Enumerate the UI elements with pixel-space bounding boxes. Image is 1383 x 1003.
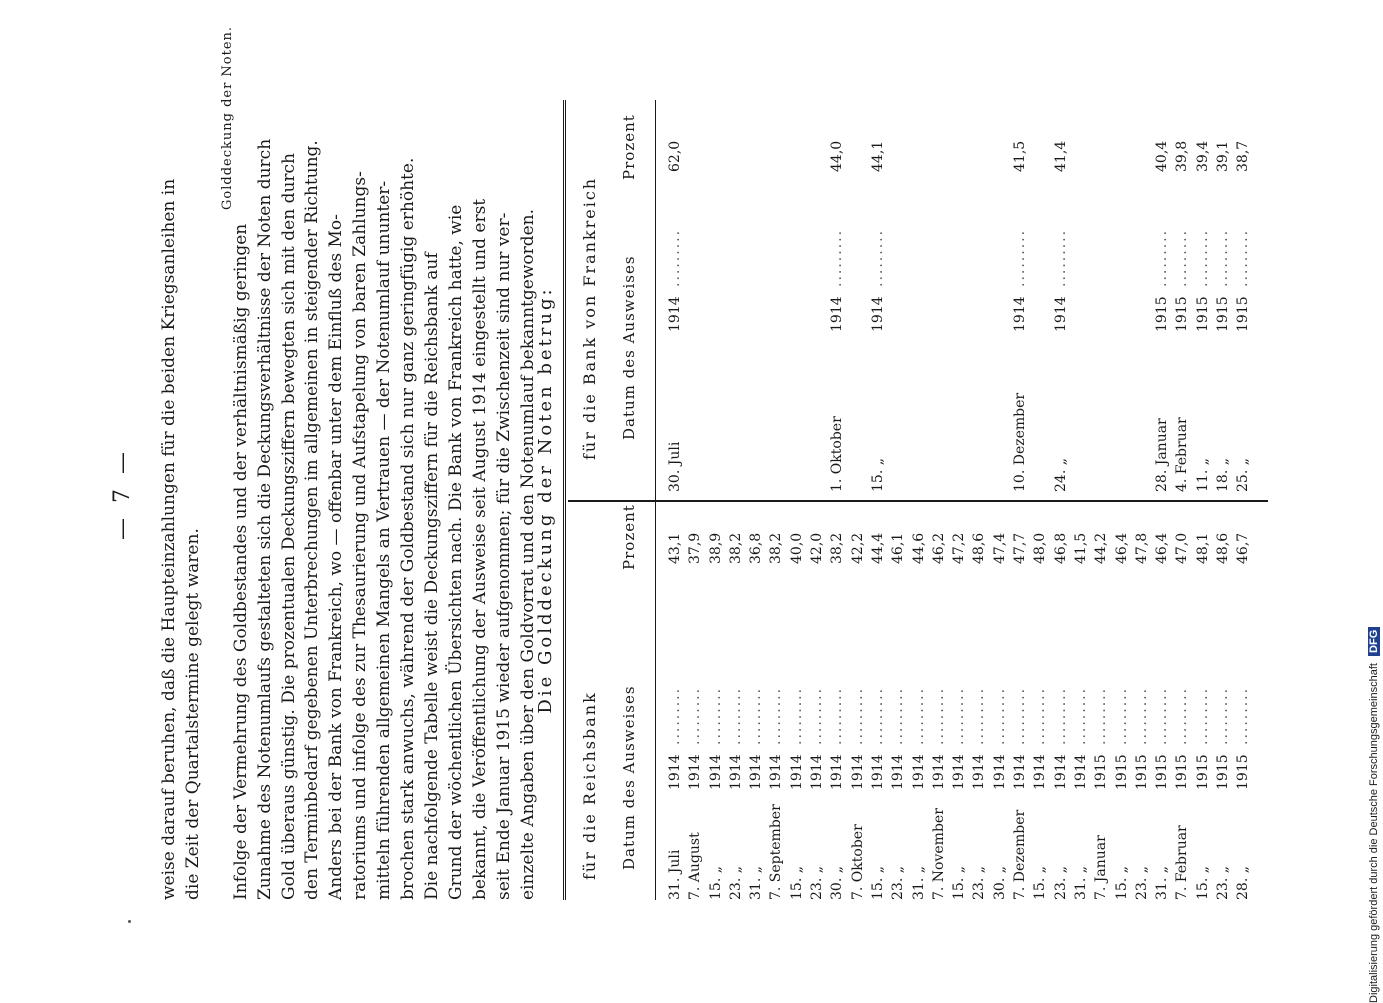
row-date: 7. Januar	[1093, 835, 1110, 900]
table-row	[1112, 500, 1132, 900]
text-line: Gold überaus günstig. Die prozentualen Deckungsziffern bewegten sich mit den durch	[278, 153, 299, 900]
frankreich-group-title: für die Bank von Frankreich	[580, 176, 599, 460]
leader-dots: .........	[1113, 686, 1130, 745]
text-line: Zunahme des Notenumlaufs gestalteten sich die Deckungsverhältnisse der Noten durch	[254, 138, 275, 900]
table-row	[726, 100, 746, 492]
leader-dots: .........	[1215, 686, 1232, 745]
leader-dots: .........	[687, 686, 704, 745]
table-row	[1091, 500, 1111, 900]
leader-dots: .........	[829, 228, 846, 287]
row-date: 31. „	[748, 866, 765, 900]
table-row	[665, 100, 685, 492]
leader-dots: .........	[667, 228, 683, 287]
row-date: 31. Juli	[667, 849, 683, 900]
row-percent: 42,2	[849, 532, 866, 564]
table-row	[685, 100, 705, 492]
page-number: — 7 —	[110, 448, 135, 540]
table-row	[1051, 500, 1071, 900]
row-percent: 47,0	[1174, 532, 1191, 564]
dfg-credit	[1368, 8, 1383, 1003]
row-date: 25. „	[1235, 458, 1252, 492]
text-line: die Zeit der Quartalstermine gelegt waren.	[182, 528, 203, 900]
row-year: 1914	[809, 754, 826, 790]
leader-dots: .........	[1235, 228, 1252, 287]
row-date: 11. „	[1194, 458, 1211, 492]
table-row	[787, 100, 807, 492]
row-year: 1915	[1174, 296, 1191, 332]
row-year: 1914	[1072, 754, 1089, 790]
margin-note: Golddeckung der Noten.	[220, 25, 235, 210]
row-date: 7. September	[768, 804, 785, 900]
row-percent: 46,7	[1235, 532, 1252, 564]
row-percent: 47,4	[991, 532, 1008, 564]
table-row	[848, 100, 868, 492]
table-row	[990, 100, 1010, 492]
leader-dots: .........	[991, 686, 1008, 745]
row-year: 1914	[1052, 754, 1069, 790]
table-row	[1172, 500, 1192, 900]
row-date: 1. Oktober	[829, 416, 846, 492]
leader-dots: .........	[1194, 686, 1211, 745]
row-year: 1914	[869, 754, 886, 790]
row-percent: 48,6	[1215, 532, 1232, 564]
leader-dots: .........	[707, 686, 724, 745]
table-row	[1132, 100, 1152, 492]
row-year: 1914	[768, 754, 785, 790]
row-date: 7. Dezember	[1012, 809, 1029, 900]
table-row	[726, 500, 746, 900]
row-date: 24. „	[1052, 458, 1069, 492]
leader-dots: .........	[849, 686, 866, 745]
row-percent: 39,4	[1194, 140, 1211, 172]
text-line: mitteln führenden allgemeinen Mangels an Vertrauen — der Notenumlauf ununter-	[374, 180, 395, 900]
row-percent: 46,4	[1113, 532, 1130, 564]
row-percent: 43,1	[667, 532, 683, 564]
table-title: Die Golddeckung der Noten betrug:	[535, 286, 556, 714]
row-year: 1915	[1194, 296, 1211, 332]
row-year: 1914	[829, 296, 846, 332]
table-row	[807, 500, 827, 900]
leader-dots: .........	[1032, 686, 1049, 745]
dfg-credit-text: Digitalisierung gefördert durch die Deutsche Forschungsgemeinschaft	[1368, 663, 1380, 1003]
paragraph-1	[158, 120, 206, 900]
leader-dots: .........	[1072, 686, 1089, 745]
leader-dots: .........	[809, 686, 826, 745]
row-percent: 46,1	[890, 532, 907, 564]
row-date: 15. „	[869, 458, 886, 492]
leader-dots: .........	[1052, 686, 1069, 745]
text-line: weise darauf beruhen, daß die Haupteinzahlungen für die beiden Kriegsanleihen in	[159, 178, 179, 900]
row-percent: 47,2	[951, 532, 968, 564]
table-row	[1233, 100, 1253, 492]
row-date: 31. „	[1154, 866, 1171, 900]
text-line: Anders bei der Bank von Frankreich, wo — offenbar unter dem Einfluß des Mo-	[326, 214, 347, 900]
row-percent: 48,6	[971, 532, 988, 564]
row-year: 1914	[869, 296, 886, 332]
table-row	[665, 500, 685, 900]
row-date: 7. November	[930, 808, 947, 900]
table-row	[1010, 500, 1030, 900]
row-year: 1915	[1235, 296, 1252, 332]
row-year: 1914	[930, 754, 947, 790]
row-year: 1914	[667, 754, 683, 790]
table-row	[1213, 100, 1233, 492]
leader-dots: .........	[788, 686, 805, 745]
row-year: 1914	[991, 754, 1008, 790]
leader-dots: .........	[667, 686, 683, 745]
leader-dots: .........	[951, 686, 968, 745]
row-percent: 47,8	[1133, 532, 1150, 564]
row-date: 28. Januar	[1154, 418, 1171, 492]
row-date: 28. „	[1235, 866, 1252, 900]
row-date: 15. „	[707, 866, 724, 900]
row-date: 23. „	[890, 866, 907, 900]
row-date: 15. „	[1113, 866, 1130, 900]
table-row	[766, 100, 786, 492]
row-percent: 48,1	[1194, 532, 1211, 564]
table-row	[827, 500, 847, 900]
row-date: 31. „	[1072, 866, 1089, 900]
row-year: 1914	[788, 754, 805, 790]
row-percent: 44,4	[869, 532, 886, 564]
row-date: 7. Oktober	[849, 824, 866, 900]
row-year: 1915	[1113, 754, 1130, 790]
row-year: 1914	[849, 754, 866, 790]
table-row	[1213, 500, 1233, 900]
text-line: den Terminbedarf gegebenen Unterbrechungen im allgemeinen in steigender Richtung.	[302, 140, 323, 900]
table-row	[1091, 100, 1111, 492]
text-line: einzelte Angaben über den Goldvorrat und den Notenumlauf bekanntgeworden.	[517, 208, 538, 900]
row-percent: 36,8	[748, 532, 765, 564]
leader-dots: .........	[910, 686, 927, 745]
row-year: 1914	[1032, 754, 1049, 790]
row-percent: 44,2	[1093, 532, 1110, 564]
paragraph-3	[421, 120, 540, 900]
table-row	[787, 500, 807, 900]
leader-dots: .........	[1012, 686, 1029, 745]
row-year: 1914	[829, 754, 846, 790]
row-year: 1914	[951, 754, 968, 790]
leader-dots: .........	[1174, 686, 1191, 745]
table-row	[1030, 500, 1050, 900]
text-line: Infolge der Vermehrung des Goldbestandes und der verhältnismäßig geringen	[230, 223, 251, 900]
leader-dots: .........	[829, 686, 846, 745]
row-percent: 42,0	[809, 532, 826, 564]
table-row	[1112, 100, 1132, 492]
row-year: 1914	[910, 754, 927, 790]
table-row	[929, 100, 949, 492]
row-year: 1915	[1174, 754, 1191, 790]
text-line: brochen stark anwuchs, während der Goldbestand sich nur ganz geringfügig erhöhte.	[398, 157, 419, 900]
text-line: seit Ende Januar 1915 wieder aufgenommen; für die Zwischenzeit sind nur ver-	[493, 212, 514, 900]
table-row	[888, 100, 908, 492]
leader-dots: .........	[1012, 228, 1029, 287]
table-row	[1193, 100, 1213, 492]
row-date: 30. „	[991, 866, 1008, 900]
table-row	[969, 100, 989, 492]
table-row	[1233, 500, 1253, 900]
table-row	[807, 100, 827, 492]
row-year: 1914	[890, 754, 907, 790]
leader-dots: .........	[768, 686, 785, 745]
table-row	[1152, 100, 1172, 492]
leader-dots: .........	[1235, 686, 1252, 745]
row-date: 4. Februar	[1174, 417, 1191, 492]
table-row	[990, 500, 1010, 900]
table-row	[949, 100, 969, 492]
row-date: 10. Dezember	[1012, 392, 1029, 492]
leader-dots: .........	[869, 686, 886, 745]
row-percent: 62,0	[667, 140, 683, 172]
row-percent: 38,2	[727, 532, 744, 564]
table-row	[949, 500, 969, 900]
row-year: 1914	[1012, 296, 1029, 332]
row-date: 23. „	[727, 866, 744, 900]
row-date: 15. „	[1194, 866, 1211, 900]
row-year: 1914	[1012, 754, 1029, 790]
leader-dots: .........	[930, 686, 947, 745]
row-percent: 44,6	[910, 532, 927, 564]
row-percent: 46,2	[930, 532, 947, 564]
leader-dots: .........	[1174, 228, 1191, 287]
row-year: 1915	[1154, 296, 1171, 332]
row-year: 1915	[1133, 754, 1150, 790]
row-date: 23. „	[1133, 866, 1150, 900]
paragraph-2	[230, 120, 421, 900]
table-row	[766, 500, 786, 900]
row-percent: 38,2	[768, 532, 785, 564]
table-row	[746, 500, 766, 900]
row-percent: 38,2	[829, 532, 846, 564]
table-row	[1132, 500, 1152, 900]
row-percent: 46,8	[1052, 532, 1069, 564]
row-year: 1914	[727, 754, 744, 790]
reichsbank-percent-header: Prozent	[620, 504, 638, 570]
table-row	[1152, 500, 1172, 900]
table-row	[1193, 500, 1213, 900]
row-year: 1915	[1093, 754, 1110, 790]
row-percent: 38,7	[1235, 140, 1252, 172]
rotated-page	[110, 25, 1252, 900]
scan-speck	[128, 920, 131, 923]
text-line: bekannt, die Veröffentlichung der Ausweise seit August 1914 eingestellt und erst	[469, 198, 490, 900]
table-row	[888, 500, 908, 900]
row-date: 15. „	[788, 866, 805, 900]
row-date: 23. „	[1052, 866, 1069, 900]
reichsbank-group-title: für die Reichsbank	[580, 691, 599, 880]
row-date: 7. Februar	[1174, 825, 1191, 900]
table-row	[909, 100, 929, 492]
row-year: 1914	[748, 754, 765, 790]
row-date: 30. Juli	[667, 441, 683, 492]
row-percent: 46,4	[1154, 532, 1171, 564]
row-percent: 38,9	[707, 532, 724, 564]
table-row	[868, 100, 888, 492]
table-row	[827, 100, 847, 492]
dfg-logo: DFG	[1368, 627, 1380, 656]
reichsbank-date-header: Datum des Ausweises	[620, 685, 638, 870]
row-year: 1914	[667, 296, 683, 332]
table-row	[706, 500, 726, 900]
row-percent: 41,4	[1052, 140, 1069, 172]
leader-dots: .........	[1133, 686, 1150, 745]
row-year: 1914	[707, 754, 724, 790]
frankreich-date-header: Datum des Ausweises	[620, 255, 638, 440]
row-date: 15. „	[1032, 866, 1049, 900]
leader-dots: .........	[1154, 228, 1171, 287]
table-row	[929, 500, 949, 900]
table-row	[969, 500, 989, 900]
frankreich-percent-header: Prozent	[620, 114, 638, 180]
leader-dots: .........	[869, 228, 886, 287]
row-year: 1915	[1154, 754, 1171, 790]
leader-dots: .........	[1194, 228, 1211, 287]
row-percent: 40,0	[788, 532, 805, 564]
row-date: 30. „	[829, 866, 846, 900]
leader-dots: .........	[971, 686, 988, 745]
table-row	[706, 100, 726, 492]
table-header-rule	[655, 100, 656, 900]
leader-dots: .........	[748, 686, 765, 745]
row-percent: 44,0	[829, 140, 846, 172]
table-row	[1010, 100, 1030, 492]
frankreich-rows	[665, 100, 1254, 492]
leader-dots: .........	[1215, 228, 1232, 287]
row-date: 15. „	[951, 866, 968, 900]
leader-dots: .........	[1154, 686, 1171, 745]
row-percent: 39,8	[1174, 140, 1191, 172]
row-percent: 47,7	[1012, 532, 1029, 564]
leader-dots: .........	[727, 686, 744, 745]
row-percent: 41,5	[1072, 532, 1089, 564]
row-percent: 44,1	[869, 140, 886, 172]
row-year: 1915	[1194, 754, 1211, 790]
row-date: 23. „	[1215, 866, 1232, 900]
row-date: 23. „	[971, 866, 988, 900]
row-year: 1914	[1052, 296, 1069, 332]
table-row	[1030, 100, 1050, 492]
row-date: 18. „	[1215, 458, 1232, 492]
table-row	[848, 500, 868, 900]
row-percent: 39,1	[1215, 140, 1232, 172]
leader-dots: .........	[890, 686, 907, 745]
text-line: ratoriums und infolge des zur Thesaurierung und Aufstapelung von baren Zahlungs-	[350, 171, 371, 900]
row-percent: 48,0	[1032, 532, 1049, 564]
row-date: 31. „	[910, 866, 927, 900]
table-top-rule	[563, 100, 566, 900]
table-row	[1172, 100, 1192, 492]
row-date: 15. „	[869, 866, 886, 900]
row-year: 1914	[971, 754, 988, 790]
table-row	[685, 500, 705, 900]
table-row	[1051, 100, 1071, 492]
row-date: 23. „	[809, 866, 826, 900]
row-percent: 41,5	[1012, 140, 1029, 172]
table-row	[746, 100, 766, 492]
row-year: 1915	[1235, 754, 1252, 790]
row-year: 1914	[687, 754, 704, 790]
row-date: 7. August	[687, 832, 704, 900]
row-year: 1915	[1215, 754, 1232, 790]
table-row	[909, 500, 929, 900]
leader-dots: .........	[1093, 686, 1110, 745]
row-year: 1915	[1215, 296, 1232, 332]
table-row	[1071, 500, 1091, 900]
table-row	[868, 500, 888, 900]
leader-dots: .........	[1052, 228, 1069, 287]
text-line: Die nachfolgende Tabelle weist die Deckungsziffern für die Reichsbank auf	[422, 252, 442, 900]
text-line: Grund der wöchentlichen Übersichten nach. Die Bank von Frankreich hatte, wie	[445, 204, 466, 900]
reichsbank-rows	[665, 500, 1254, 900]
row-percent: 40,4	[1154, 140, 1171, 172]
row-percent: 37,9	[687, 532, 704, 564]
table-row	[1071, 100, 1091, 492]
